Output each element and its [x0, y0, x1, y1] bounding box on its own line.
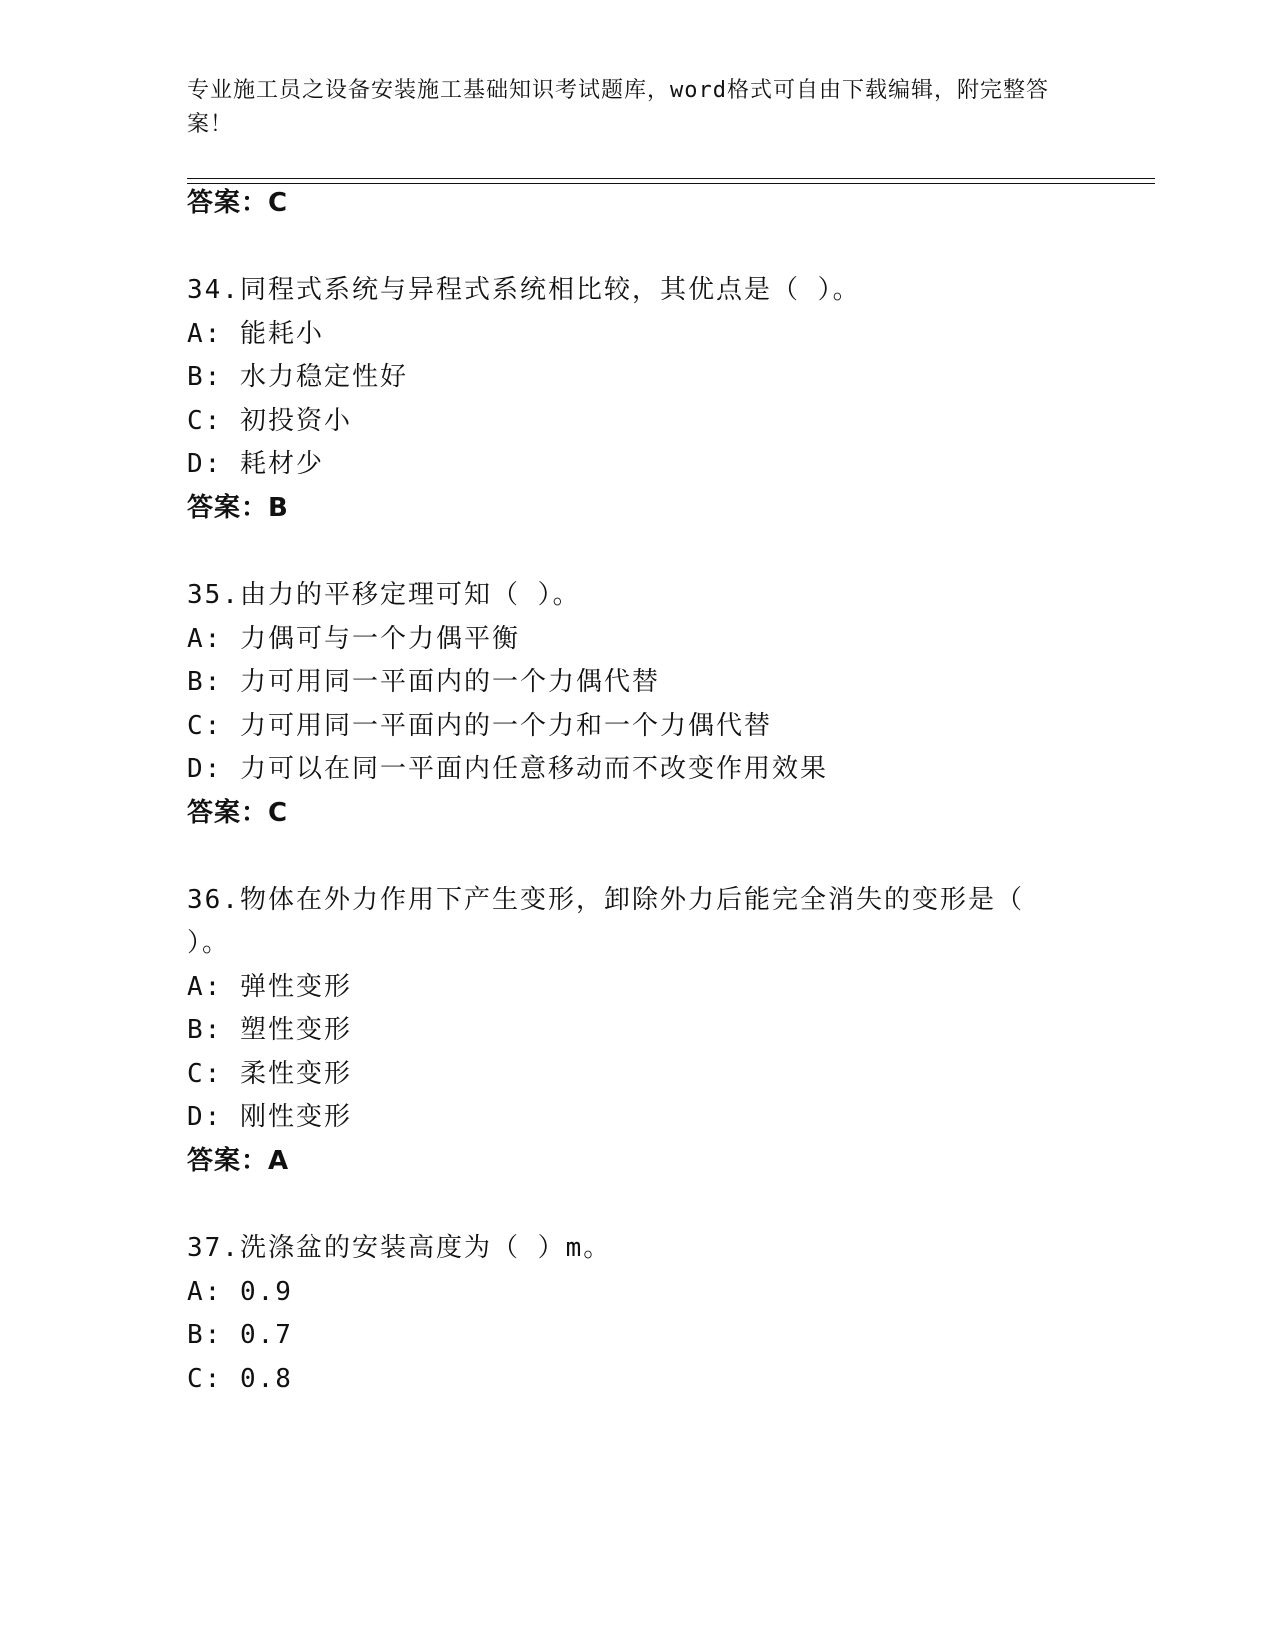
- question-37-option-a: A: 0.9: [187, 1277, 293, 1307]
- question-36-stem-line1: 36.物体在外力作用下产生变形，卸除外力后能完全消失的变形是（: [187, 885, 1024, 915]
- question-34-option-d: D: 耗材少: [187, 449, 324, 479]
- question-37-option-c: C: 0.8: [187, 1364, 293, 1394]
- header-divider-bottom: [187, 183, 1155, 184]
- question-35-answer: 答案：C: [187, 798, 289, 828]
- question-37-stem: 37.洗涤盆的安装高度为（ ）m。: [187, 1233, 612, 1263]
- question-36-answer: 答案：A: [187, 1146, 290, 1176]
- header-divider-top: [187, 178, 1155, 179]
- question-34-answer: 答案：B: [187, 493, 289, 523]
- document-header: 专业施工员之设备安装施工基础知识考试题库，word格式可自由下载编辑，附完整答案！: [187, 78, 1049, 137]
- question-37-option-b: B: 0.7: [187, 1320, 293, 1350]
- question-35-option-b: B: 力可用同一平面内的一个力偶代替: [187, 667, 660, 697]
- question-34-option-a: A: 能耗小: [187, 319, 324, 349]
- question-35-option-c: C: 力可用同一平面内的一个力和一个力偶代替: [187, 711, 772, 741]
- question-35-option-d: D: 力可以在同一平面内任意移动而不改变作用效果: [187, 754, 828, 784]
- question-34-option-c: C: 初投资小: [187, 406, 352, 436]
- question-35-stem: 35.由力的平移定理可知（ ）。: [187, 580, 581, 610]
- question-36-stem-line2: ）。: [187, 928, 231, 958]
- question-34-option-b: B: 水力稳定性好: [187, 362, 408, 392]
- question-36-option-a: A: 弹性变形: [187, 972, 352, 1002]
- previous-answer: 答案：C: [187, 188, 289, 218]
- question-36-option-c: C: 柔性变形: [187, 1059, 352, 1089]
- question-36-option-b: B: 塑性变形: [187, 1015, 352, 1045]
- question-34-stem: 34.同程式系统与异程式系统相比较，其优点是（ ）。: [187, 275, 861, 305]
- question-36-option-d: D: 刚性变形: [187, 1102, 352, 1132]
- question-35-option-a: A: 力偶可与一个力偶平衡: [187, 624, 520, 654]
